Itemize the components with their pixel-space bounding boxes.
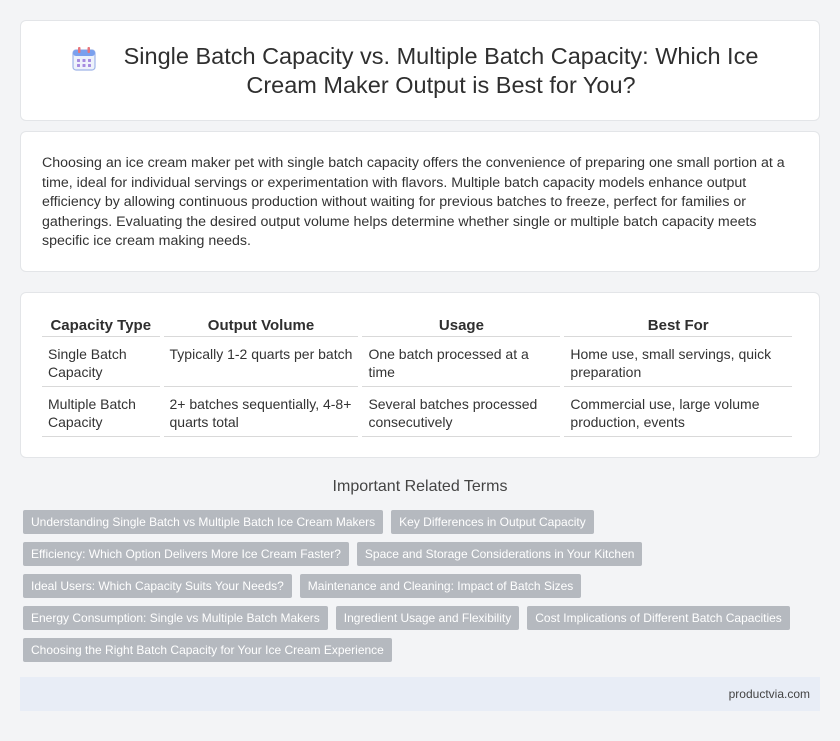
column-header-capacity-type: Capacity Type	[42, 311, 160, 337]
comparison-table	[38, 311, 796, 437]
tag-row	[23, 510, 813, 534]
intro-text: Choosing an ice cream maker pet with single batch capacity offers the convenience of preparing one small portion at a time, ideal for individual servings or experimentation with flavors. Multiple batch capacity models enhance output efficiency by allowing continuous production without waiting for previous batches to freeze, perfect for families or gatherings. Evaluating the desired output volume helps determine whether single or multiple batch capacity meets specific ice cream making needs.	[42, 155, 785, 249]
tag-row	[23, 574, 813, 598]
column-header-output-volume: Output Volume	[164, 311, 359, 337]
related-term-tag[interactable]: Ideal Users: Which Capacity Suits Your Needs?	[23, 574, 292, 598]
table-header-row	[42, 311, 792, 337]
column-header-best-for: Best For	[564, 311, 792, 337]
page-title: Single Batch Capacity vs. Multiple Batch Capacity: Which Ice Cream Maker Output is Best for You?	[123, 42, 759, 98]
table-cell: 2+ batches sequentially, 4-8+ quarts total	[164, 387, 359, 437]
footer	[20, 677, 820, 711]
table-row	[42, 337, 792, 387]
related-term-tag[interactable]: Maintenance and Cleaning: Impact of Batch Sizes	[300, 574, 582, 598]
tag-row	[23, 542, 813, 566]
related-terms-heading: Important Related Terms	[332, 478, 508, 495]
table-cell: Single Batch Capacity	[42, 337, 160, 387]
table-cell: Commercial use, large volume production, events	[564, 387, 792, 437]
table-cell: Home use, small servings, quick preparation	[564, 337, 792, 387]
calendar-icon	[70, 45, 98, 73]
related-term-tag[interactable]: Efficiency: Which Option Delivers More Ice Cream Faster?	[23, 542, 349, 566]
related-term-tag[interactable]: Space and Storage Considerations in Your Kitchen	[357, 542, 643, 566]
footer-site-link[interactable]: productvia.com	[728, 687, 810, 701]
comparison-table-card	[20, 292, 820, 458]
related-term-tag[interactable]: Energy Consumption: Single vs Multiple Batch Makers	[23, 606, 328, 630]
related-term-tag[interactable]: Choosing the Right Batch Capacity for Your Ice Cream Experience	[23, 638, 392, 662]
tag-row	[23, 638, 813, 662]
related-term-tag[interactable]: Ingredient Usage and Flexibility	[336, 606, 519, 630]
related-terms-list	[23, 510, 813, 670]
related-term-tag[interactable]: Cost Implications of Different Batch Capacities	[527, 606, 790, 630]
related-term-tag[interactable]: Understanding Single Batch vs Multiple Batch Ice Cream Makers	[23, 510, 383, 534]
header-inner	[70, 42, 770, 100]
table-cell: Typically 1-2 quarts per batch	[164, 337, 359, 387]
table-cell: Multiple Batch Capacity	[42, 387, 160, 437]
related-term-tag[interactable]: Key Differences in Output Capacity	[391, 510, 594, 534]
table-cell: One batch processed at a time	[362, 337, 560, 387]
column-header-usage: Usage	[362, 311, 560, 337]
table-row	[42, 387, 792, 437]
header-card	[20, 20, 820, 121]
intro-card	[20, 131, 820, 272]
table-cell: Several batches processed consecutively	[362, 387, 560, 437]
tag-row	[23, 606, 813, 630]
